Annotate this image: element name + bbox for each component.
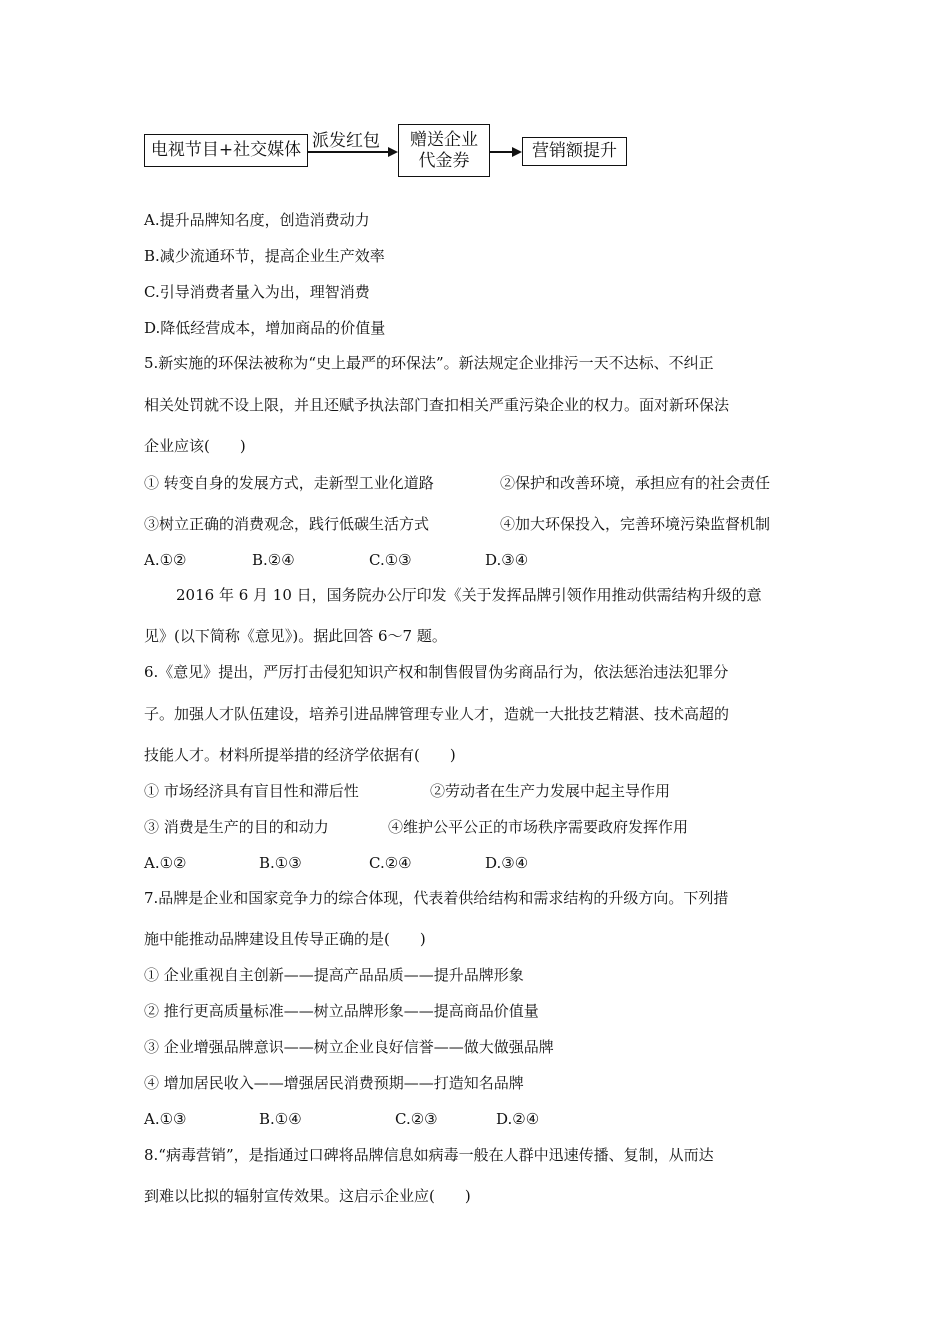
q7-item-4: ④ 增加居民收入——增强居民消费预期——打造知名品牌 — [144, 1074, 524, 1092]
q6-option-b: B.①③ — [259, 854, 302, 872]
q6-stem-line1: 6.《意见》提出，严厉打击侵犯知识产权和制售假冒伪劣商品行为，依法惩治违法犯罪分 — [144, 663, 729, 681]
q5-stem-line1: 5.新实施的环保法被称为“史上最严的环保法”。新法规定企业排污一天不达标、不纠正 — [144, 354, 714, 372]
flow-arrowhead-2 — [512, 147, 522, 157]
flow-box-coupon-line1: 赠送企业 — [410, 129, 478, 150]
q6-stem-line3: 技能人才。材料所提举措的经济学依据有( ) — [144, 746, 456, 764]
flow-diagram — [0, 0, 950, 200]
flow-arrowhead-1 — [388, 147, 398, 157]
q7-option-c: C.②③ — [395, 1110, 438, 1128]
flow-box-tv-social-text: 电视节目+社交媒体 — [150, 140, 302, 160]
flow-connector-2 — [490, 151, 512, 153]
q5-item-2: ②保护和改善环境，承担应有的社会责任 — [500, 474, 771, 492]
q5-option-a: A.①② — [144, 551, 187, 569]
q6-item-1: ① 市场经济具有盲目性和滞后性 — [144, 782, 359, 800]
q7-item-3: ③ 企业增强品牌意识——树立企业良好信誉——做大做强品牌 — [144, 1038, 554, 1056]
q6-option-c: C.②④ — [369, 854, 412, 872]
q7-option-d: D.②④ — [496, 1110, 540, 1128]
intro-line1: 2016 年 6 月 10 日，国务院办公厅印发《关于发挥品牌引领作用推动供需结构升级的意 — [176, 586, 762, 604]
q6-option-d: D.③④ — [485, 854, 529, 872]
flow-connector-1 — [308, 151, 388, 153]
q5-option-c: C.①③ — [369, 551, 412, 569]
q7-option-b: B.①④ — [259, 1110, 302, 1128]
q5-stem-line3: 企业应该( ) — [144, 437, 246, 455]
flow-box-tv-social — [144, 134, 308, 167]
flow-box-sales-text: 营销额提升 — [532, 141, 617, 161]
q6-item-4: ④维护公平公正的市场秩序需要政府发挥作用 — [388, 818, 689, 836]
flow-label-red-packet: 派发红包 — [312, 131, 380, 151]
q6-stem-line2: 子。加强人才队伍建设，培养引进品牌管理专业人才，造就一大批技艺精湛、技术高超的 — [144, 705, 730, 723]
q5-item-3: ③树立正确的消费观念，践行低碳生活方式 — [144, 515, 430, 533]
q8-stem-line1: 8.“病毒营销”，是指通过口碑将品牌信息如病毒一般在人群中迅速传播、复制，从而达 — [144, 1146, 714, 1164]
flow-box-coupon — [398, 124, 490, 177]
q7-option-a: A.①③ — [144, 1110, 187, 1128]
flow-box-coupon-line2: 代金券 — [418, 150, 470, 171]
q5-option-d: D.③④ — [485, 551, 529, 569]
q4-option-a: A.提升品牌知名度，创造消费动力 — [144, 211, 370, 229]
q5-stem-line2: 相关处罚就不设上限，并且还赋予执法部门查扣相关严重污染企业的权力。面对新环保法 — [144, 396, 730, 414]
q7-item-2: ② 推行更高质量标准——树立品牌形象——提高商品价值量 — [144, 1002, 539, 1020]
q4-option-d: D.降低经营成本，增加商品的价值量 — [144, 319, 386, 337]
q5-item-4: ④加大环保投入，完善环境污染监督机制 — [500, 515, 771, 533]
q7-item-1: ① 企业重视自主创新——提高产品品质——提升品牌形象 — [144, 966, 524, 984]
q5-option-b: B.②④ — [252, 551, 295, 569]
q7-stem-line2: 施中能推动品牌建设且传导正确的是( ) — [144, 930, 426, 948]
q8-stem-line2: 到难以比拟的辐射宣传效果。这启示企业应( ) — [144, 1187, 471, 1205]
q6-item-3: ③ 消费是生产的目的和动力 — [144, 818, 329, 836]
q7-stem-line1: 7.品牌是企业和国家竞争力的综合体现，代表着供给结构和需求结构的升级方向。下列措 — [144, 889, 729, 907]
flow-box-sales — [522, 137, 627, 166]
q5-item-1: ① 转变自身的发展方式，走新型工业化道路 — [144, 474, 434, 492]
q6-option-a: A.①② — [144, 854, 187, 872]
q4-option-b: B.减少流通环节，提高企业生产效率 — [144, 247, 385, 265]
intro-line2: 见》(以下简称《意见》)。据此回答 6～7 题。 — [144, 627, 447, 645]
q6-item-2: ②劳动者在生产力发展中起主导作用 — [430, 782, 671, 800]
q4-option-c: C.引导消费者量入为出，理智消费 — [144, 283, 370, 301]
